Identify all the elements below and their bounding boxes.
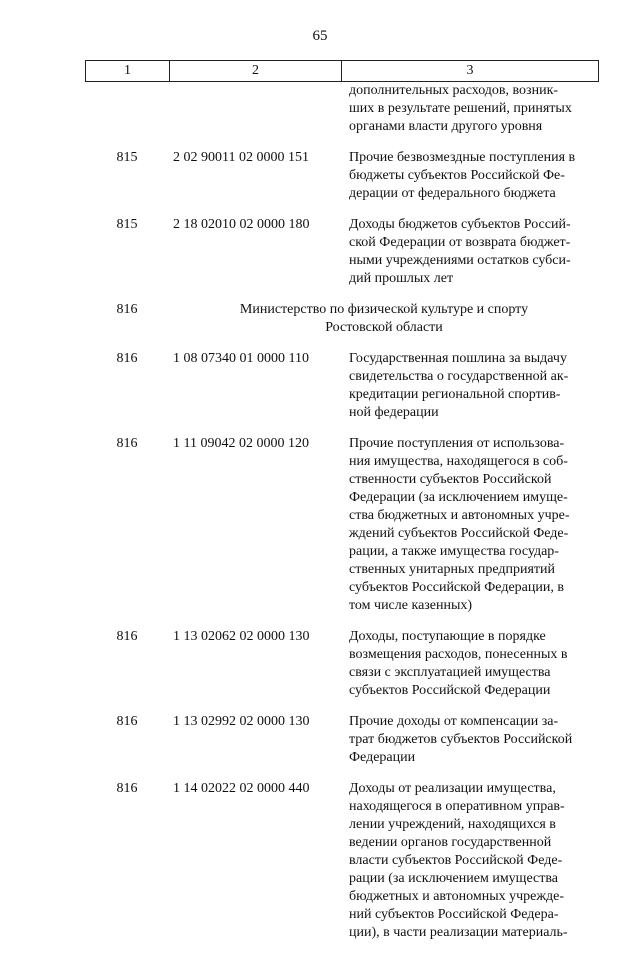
income-code: 2 02 90011 02 0000 151 xyxy=(173,150,309,165)
income-code: 1 14 02022 02 0000 440 xyxy=(173,781,310,796)
income-description: Доходы бюджетов субъектов Россий- ской Федерации от возврата бюджет- ными учреждениями остатков субси- дий прошлых лет xyxy=(349,217,571,286)
table-row xyxy=(85,82,599,136)
income-description: Доходы от реализации имущества, находящегося в оперативном управ- лении учреждений, находящихся в ведении органов государственной власти субъектов Российской Феде- рации (за исключением имущества бюджетных и автономных учрежде- ний субъектов Российской Федера- ции), в части реализации материаль- xyxy=(349,781,568,940)
income-description: Прочие поступления от использова- ния имущества, находящегося в соб- ственности субъектов Российской Федерации (за исключением имуще- ства бюджетных и автономных учре- ждений субъектов Российской Феде- рации, а также имущества государ- ственных унитарных предприятий субъектов Российской Федерации, в том числе казенных) xyxy=(349,436,570,613)
table-row-ministry xyxy=(85,301,599,337)
table-header xyxy=(85,60,599,82)
income-description: Прочие безвозмездные поступления в бюджеты субъектов Российской Фе- дерации от федерального бюджета xyxy=(349,150,576,201)
table-row xyxy=(85,216,599,288)
header-col-3: 3 xyxy=(466,63,474,78)
income-description: Доходы, поступающие в порядке возмещения расходов, понесенных в связи с эксплуатацией имущества субъектов Российской Федерации xyxy=(349,629,568,698)
header-col-2: 2 xyxy=(170,61,342,81)
table-row xyxy=(85,780,599,942)
admin-code: 816 xyxy=(116,714,138,729)
admin-code: 815 xyxy=(116,217,138,232)
page-number: 65 xyxy=(312,28,328,44)
table-body xyxy=(85,82,599,955)
ministry-heading: Министерство по физической культуре и спорту Ростовской области xyxy=(239,302,529,335)
table-row xyxy=(85,713,599,767)
admin-code: 816 xyxy=(116,436,138,451)
admin-code xyxy=(85,82,169,136)
income-code: 1 13 02992 02 0000 130 xyxy=(173,714,310,729)
income-code xyxy=(169,82,341,136)
table-row xyxy=(85,350,599,422)
income-code: 1 11 09042 02 0000 120 xyxy=(173,436,309,451)
admin-code: 815 xyxy=(116,150,138,165)
income-code: 2 18 02010 02 0000 180 xyxy=(173,217,310,232)
table-row xyxy=(85,628,599,700)
income-code: 1 13 02062 02 0000 130 xyxy=(173,629,310,644)
table-row xyxy=(85,149,599,203)
admin-code: 816 xyxy=(116,302,138,317)
admin-code: 816 xyxy=(116,781,138,796)
income-code: 1 08 07340 01 0000 110 xyxy=(173,351,309,366)
admin-code: 816 xyxy=(116,629,138,644)
income-description: дополнительных расходов, возник- ших в результате решений, принятых органами власти другого уровня xyxy=(349,83,572,134)
admin-code: 816 xyxy=(116,351,138,366)
table-row xyxy=(85,435,599,615)
income-description: Прочие доходы от компенсации за- трат бюджетов субъектов Российской Федерации xyxy=(349,714,573,765)
header-col-1: 1 xyxy=(86,61,170,81)
income-description: Государственная пошлина за выдачу свидетельства о государственной ак- кредитации региональной спортив- ной федерации xyxy=(349,351,569,420)
